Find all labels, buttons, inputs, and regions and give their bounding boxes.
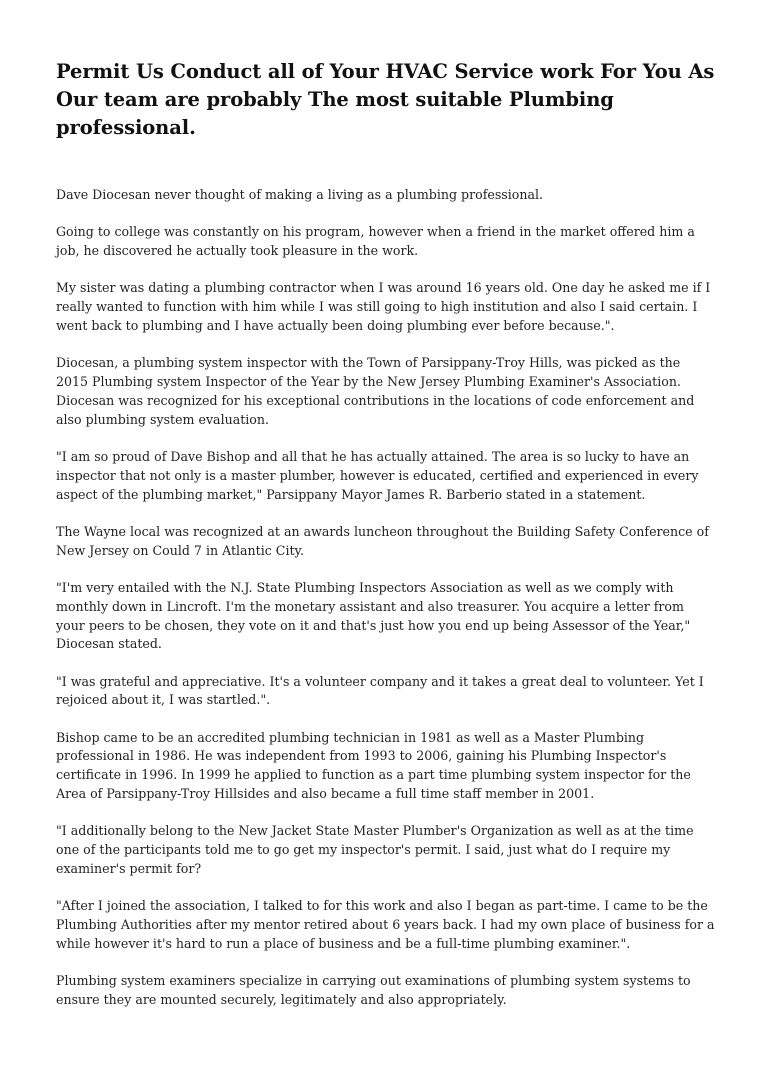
paragraph: Dave Diocesan never thought of making a living as a plumbing professional. — [56, 187, 544, 202]
paragraph: "I am so proud of Dave Bishop and all that he has actually attained. The area is so lucky to have an inspector that not only is a master plumber, however is educated, certified and experienced in every aspect of the plumbing market," Parsippany Mayor James R. Barberio stated in a statement. — [56, 448, 699, 502]
paragraph: Bishop came to be an accredited plumbing technician in 1981 as well as a Master Plumbing professional in 1986. He was independent from 1993 to 2006, gaining his Plumbing Inspector's certificate in 1996. In 1999 he applied to function as a part time plumbing system inspector for the Area of Parsippany-Troy Hillsides and also became a full time staff member in 2001. — [56, 729, 691, 802]
paragraph: Going to college was constantly on his program, however when a friend in the market offered him a job, he discovered he actually took pleasure in the work. — [56, 224, 695, 258]
paragraph: "I additionally belong to the New Jacket State Master Plumber's Organization as well as at the time one of the participants told me to go get my inspector's permit. I said, just what do I require my examiner's permit for? — [56, 823, 694, 877]
paragraph: "I was grateful and appreciative. It's a volunteer company and it takes a great deal to volunteer. Yet I rejoiced about it, I was startled.". — [56, 673, 704, 708]
paragraph: "After I joined the association, I talked to for this work and also I began as part-time. I came to be the Plumbing Authorities after my mentor retired about 6 years back. I had my own place of business for a while however it's hard to run a place of business and be a full-time plumbing examiner.". — [56, 898, 715, 952]
paragraph: Diocesan, a plumbing system inspector with the Town of Parsippany-Troy Hills, was picked as the 2015 Plumbing system Inspector of the Year by the New Jersey Plumbing Examiner's Association. Diocesan was recognized for his exceptional contributions in the locations of code enforcement and also plumbing system evaluation. — [56, 355, 695, 427]
paragraph: My sister was dating a plumbing contractor when I was around 16 years old. One day he asked me if I really wanted to function with him while I was still going to high institution and also I said certain. I went back to plumbing and I have actually been doing plumbing ever before because.". — [56, 280, 711, 333]
paragraph: The Wayne local was recognized at an awards luncheon throughout the Building Safety Conference of New Jersey on Could 7 in Atlantic City. — [56, 523, 709, 558]
article-title: Permit Us Conduct all of Your HVAC Service work For You As Our team are probably The most suitable Plumbing professional. — [56, 60, 715, 139]
paragraph: Plumbing system examiners specialize in carrying out examinations of plumbing system systems to ensure they are mounted securely, legitimately and also appropriately. — [56, 973, 691, 1008]
document-page — [56, 58, 716, 1028]
paragraph: "I'm very entailed with the N.J. State Plumbing Inspectors Association as well as we comply with monthly down in Lincroft. I'm the monetary assistant and also treasurer. You acquire a letter from your peers to be chosen, they vote on it and that's just how you end up being Assessor of the Year," Diocesan stated. — [56, 579, 691, 652]
